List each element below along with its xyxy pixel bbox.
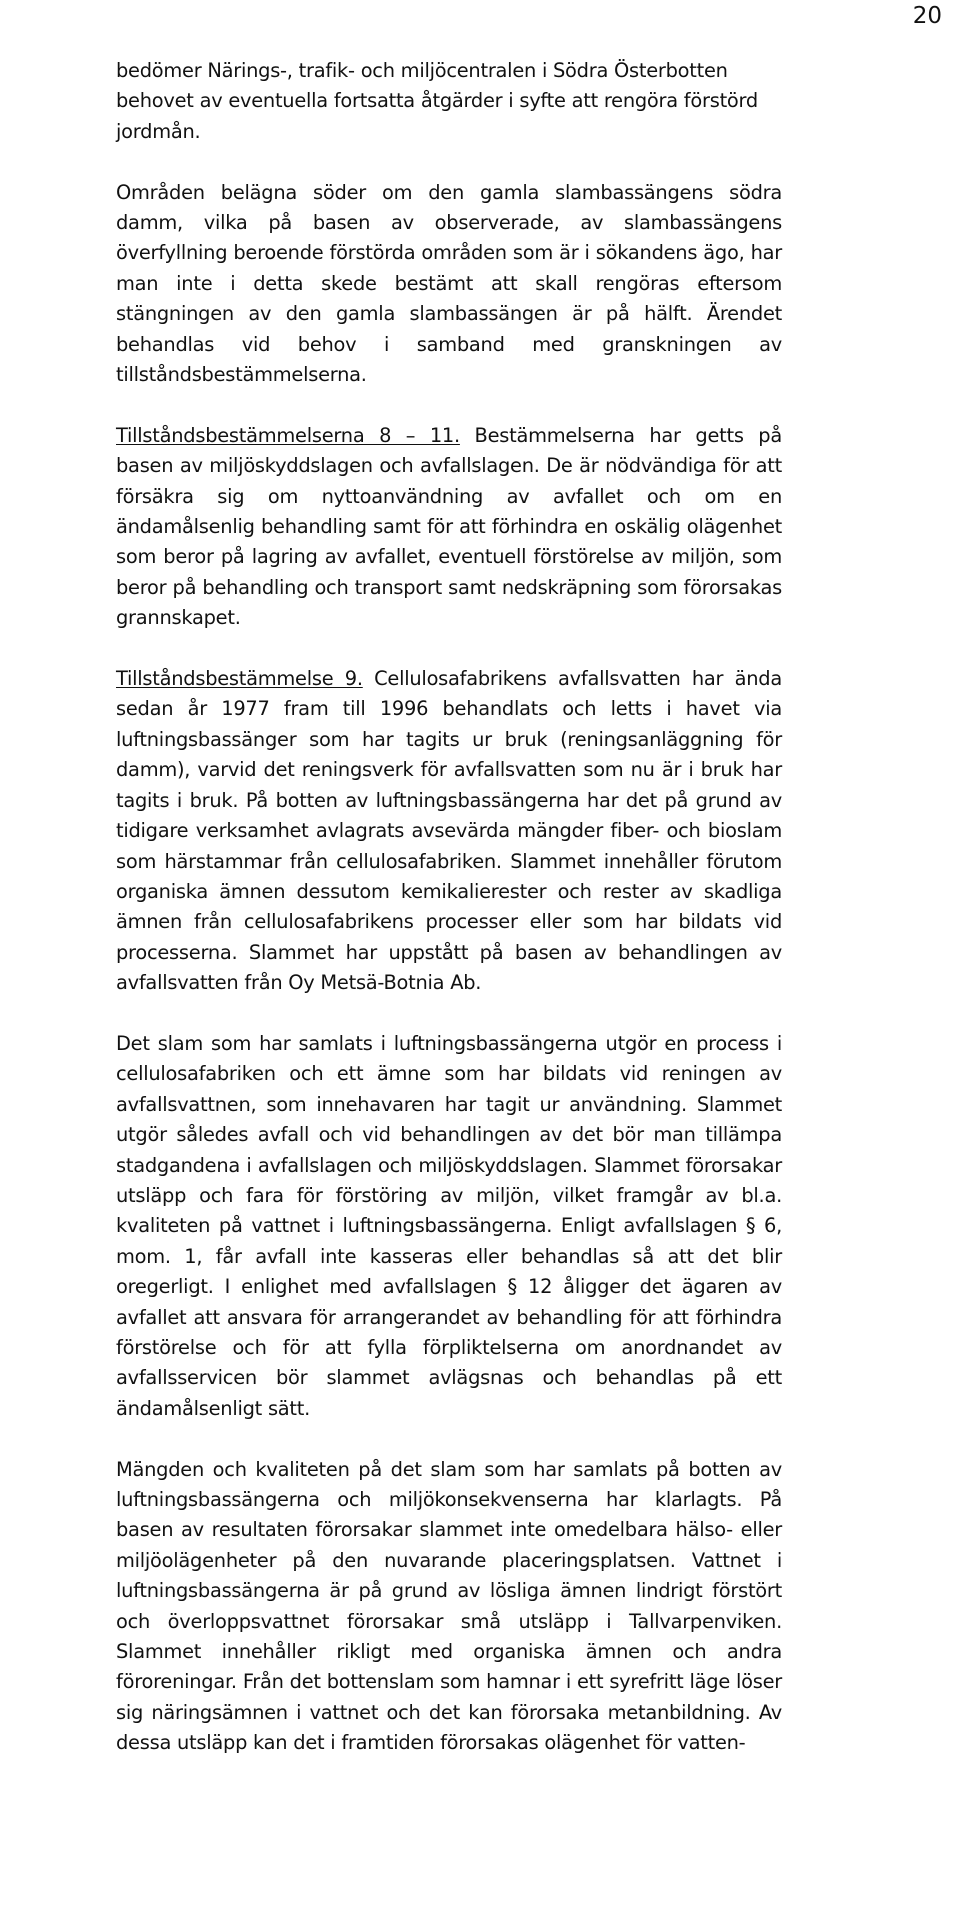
paragraph-5 [116,1029,782,1424]
paragraph-4-heading: Tillståndsbestämmelse 9. [116,667,363,691]
paragraph-1 [116,56,782,147]
paragraph-6-text: Mängden och kvaliteten på det slam som har samlats på botten av luftningsbassängerna och miljökonsekvenserna har klarlagts. På basen av resultaten förorsakar slammet inte omedelbara hälso- eller miljöolägenheter på den nuvarande placeringsplatsen. Vattnet i luftningsbassängerna är på grund av lösliga ämnen lindrigt förstört och överloppsvattnet förorsakar små utsläpp i Tallvarpenviken. Slammet innehåller rikligt med organiska ämnen och andra föroreningar. Från det bottenslam som hamnar i ett syrefritt läge löser sig näringsämnen i vattnet och det kan förorsaka metanbildning. Av dessa utsläpp kan det i framtiden förorsakas olägenhet för vatten- [116,1457,782,1755]
paragraph-2-text: Områden belägna söder om den gamla slambassängens södra damm, vilka på basen av observerade, av slambassängens överfyllning beroende förstörda områden som är i sökandens ägo, har man inte i detta skede bestämt att skall rengöras eftersom stängningen av den gamla slambassängen är på hälft. Ärendet behandlas vid behov i samband med granskningen av tillståndsbestämmelserna. [116,180,782,387]
paragraph-4-text: Cellulosafabrikens avfallsvatten har ända sedan år 1977 fram till 1996 behandlats och letts i havet via luftningsbassänger som har tagits ur bruk (reningsanläggning för damm), varvid det reningsverk för avfallsvatten som nu är i bruk har tagits i bruk. På botten av luftningsbassängerna har det på grund av tidigare verksamhet avlagrats avsevärda mängder fiber- och bioslam som härstammar från cellulosafabriken. Slammet innehåller förutom organiska ämnen dessutom kemikalierester och rester av skadliga ämnen från cellulosafabrikens processer eller som har bildats vid processerna. Slammet har uppstått på basen av behandlingen av avfallsvatten från Oy Metsä-Botnia Ab. [116,667,782,995]
paragraph-1-text: bedömer Närings-, trafik- och miljöcentralen i Södra Österbotten behovet av eventuella fortsatta åtgärder i syfte att rengöra förstörd jordmån. [116,59,758,143]
paragraph-3-text: Bestämmelserna har getts på basen av miljöskyddslagen och avfallslagen. De är nödvändiga för att försäkra sig om nyttoanvändning av avfallet och om en ändamålsenlig behandling samt för att förhindra en oskälig olägenhet som beror på lagring av avfallet, eventuell förstörelse av miljön, som beror på behandling och transport samt nedskräpning som förorsakas grannskapet. [116,423,782,630]
paragraph-6 [116,1455,782,1759]
paragraph-2 [116,178,782,391]
paragraph-3 [116,421,782,634]
paragraph-3-heading: Tillståndsbestämmelserna 8 – 11. [116,423,460,447]
paragraph-4 [116,664,782,998]
paragraph-5-text: Det slam som har samlats i luftningsbassängerna utgör en process i cellulosafabriken och ett ämne som har bildats vid reningen av avfallsvattnen, som innehavaren har tagit ur användning. Slammet utgör således avfall och vid behandlingen av det bör man tillämpa stadgandena i avfallslagen och miljöskyddslagen. Slammet förorsakar utsläpp och fara för förstöring av miljön, vilket framgår av bl.a. kvaliteten på vattnet i luftningsbassängerna. Enligt avfallslagen § 6, mom. 1, får avfall inte kasseras eller behandlas så att det blir oregerligt. I enlighet med avfallslagen § 12 åligger det ägaren av avfallet att ansvara för arrangerandet av behandling för att förhindra förstörelse och för att fylla förpliktelserna om anordnandet av avfallsservicen bör slammet avlägsnas och behandlas på ett ändamålsenligt sätt. [116,1031,782,1420]
document-body [116,56,782,1789]
page-number: 20 [912,3,942,29]
